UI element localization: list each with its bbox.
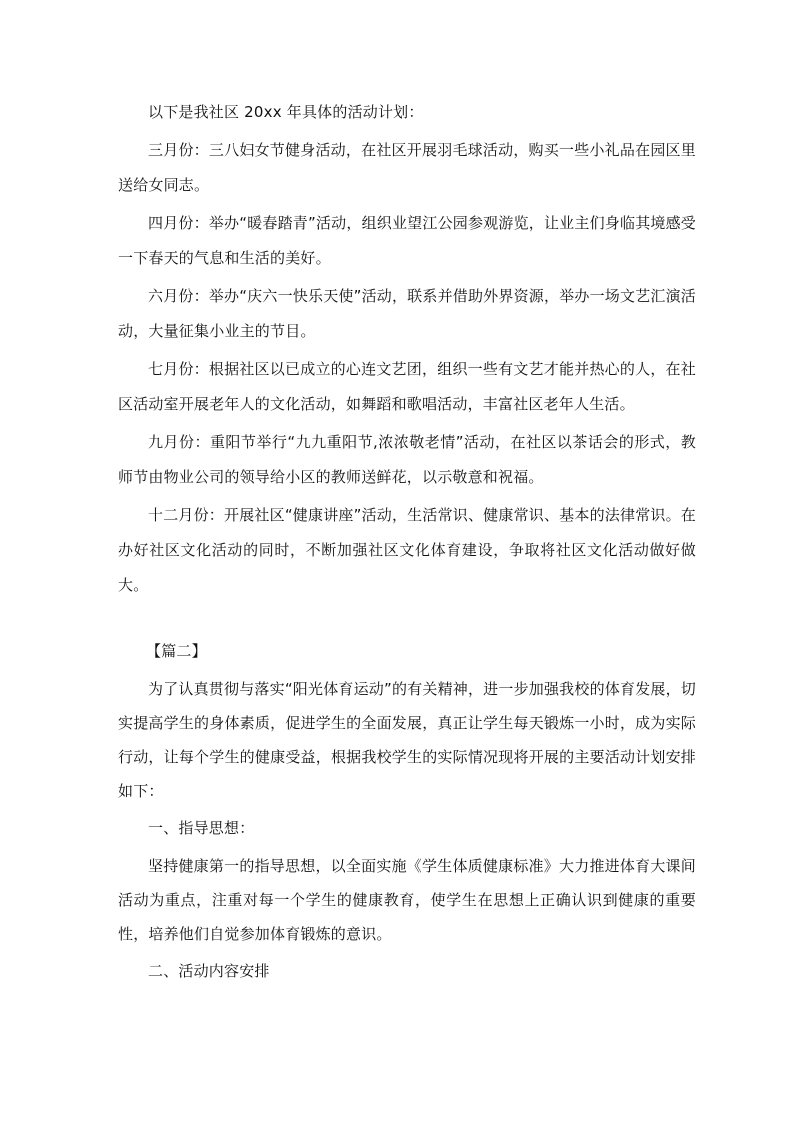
june-plan-paragraph: 六月份：举办“庆六一快乐天使”活动，联系并借助外界资源，举办一场文艺汇演活动，大量征集小业主的节目。 <box>118 287 696 340</box>
section-heading: 【篇二】 <box>146 642 207 660</box>
guidance-paragraph: 坚持健康第一的指导思想，以全面实施《学生体质健康标准》大力推进体育大课间活动为重点，注重对每一个学生的健康教育，使学生在思想上正确认识到健康的重要性，培养他们自觉参加体育锻炼的意识。 <box>118 857 696 943</box>
september-plan-paragraph: 九月份：重阳节举行“九九重阳节,浓浓敬老情”活动，在社区以茶话会的形式，教师节由物业公司的领导给小区的教师送鲜花，以示敬意和祝福。 <box>118 433 696 486</box>
activity-content-heading: 二、活动内容安排 <box>148 962 270 980</box>
intro-paragraph: 以下是我社区 20xx 年具体的活动计划： <box>148 103 424 121</box>
march-plan-paragraph: 三月份：三八妇女节健身活动，在社区开展羽毛球活动，购买一些小礼品在园区里送给女同志。 <box>118 141 696 194</box>
section-intro-paragraph: 为了认真贯彻与落实“阳光体育运动”的有关精神，进一步加强我校的体育发展，切实提高学生的身体素质，促进学生的全面发展，真正让学生每天锻炼一小时，成为实际行动，让每个学生的健康受益，根据我校学生的实际情况现将开展的主要活动计划安排如下： <box>118 680 696 800</box>
december-plan-paragraph: 十二月份：开展社区“健康讲座”活动，生活常识、健康常识、基本的法律常识。在办好社区文化活动的同时，不断加强社区文化体育建设，争取将社区文化活动做好做大。 <box>118 506 696 594</box>
april-plan-paragraph: 四月份：举办“暖春踏青”活动，组织业望江公园参观游览，让业主们身临其境感受一下春天的气息和生活的美好。 <box>118 214 696 267</box>
july-plan-paragraph: 七月份：根据社区以已成立的心连文艺团，组织一些有文艺才能并热心的人，在社区活动室开展老年人的文化活动，如舞蹈和歌唱活动，丰富社区老年人生活。 <box>118 360 696 413</box>
document-content <box>118 95 696 989</box>
guidance-heading: 一、指导思想： <box>148 819 255 837</box>
